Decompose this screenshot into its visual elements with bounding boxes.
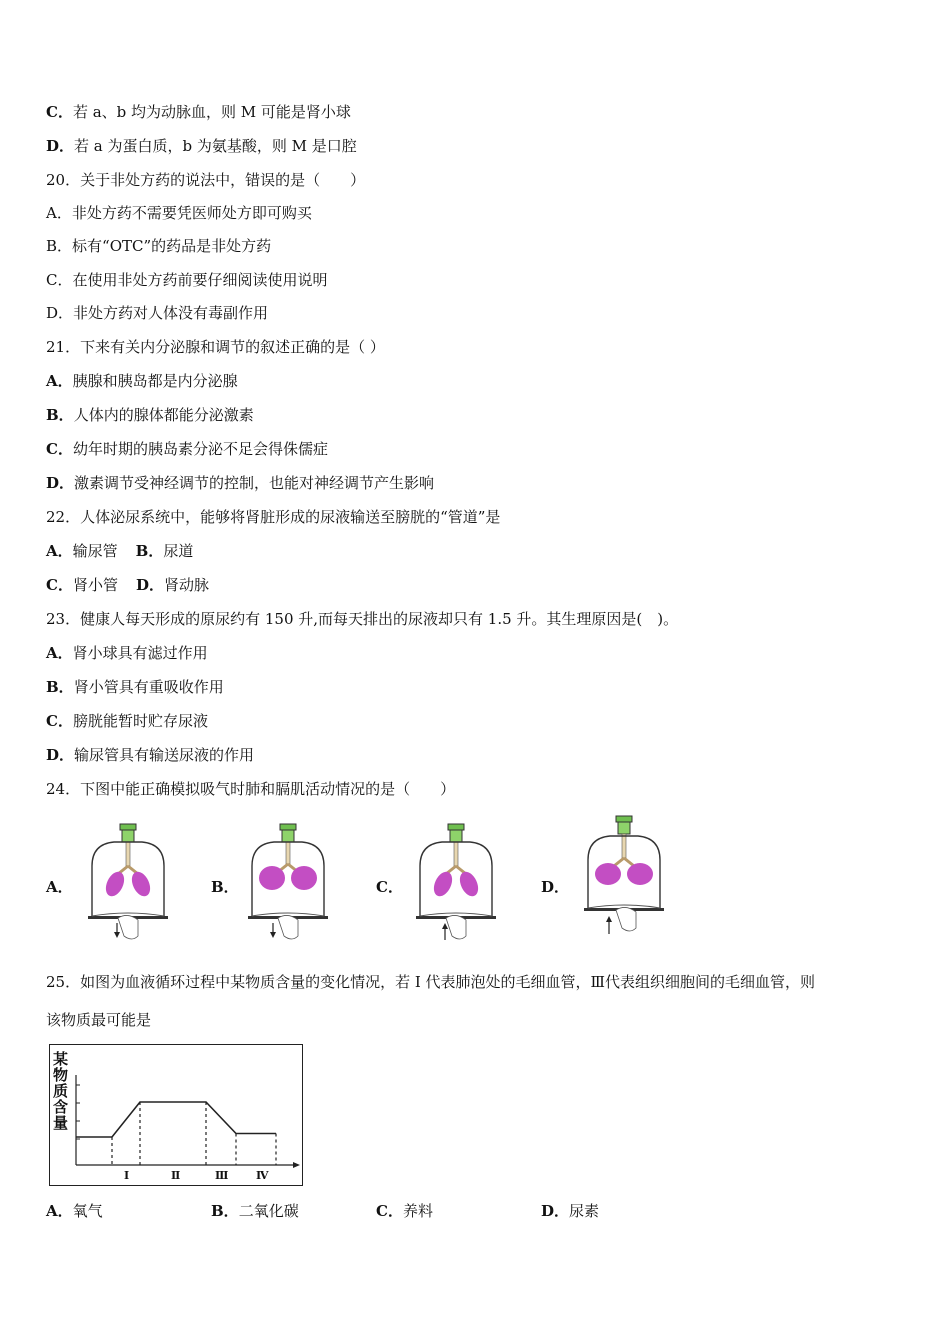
option-d-q23: D．输尿管具有输送尿液的作用: [46, 746, 255, 764]
question-25-line2: 该物质最可能是: [46, 1011, 152, 1029]
q25-option-d: D．尿素: [541, 1202, 600, 1220]
chart-plot: [50, 1045, 302, 1185]
option-b-q20: B．标有“OTC”的药品是非处方药: [46, 237, 272, 255]
fig-c-label: C．: [376, 878, 403, 896]
option-c-q19: C．若 a、b 均为动脉血，则 M 可能是肾小球: [46, 103, 351, 121]
bell-jar-figure-a: [84, 822, 174, 944]
question-23: 23．健康人每天形成的原尿约有 150 升,而每天排出的尿液却只有 1.5 升。其生理原因是( )。: [46, 610, 679, 628]
option-c-q23: C．膀胱能暂时贮存尿液: [46, 712, 208, 730]
q25-option-c: C．养料: [376, 1202, 433, 1220]
fig-d-label: D．: [541, 878, 570, 896]
options-cd-q22: C．肾小管 D．肾动脉: [46, 576, 209, 594]
option-a-q21: A．胰腺和胰岛都是内分泌腺: [46, 372, 238, 390]
bell-jar-figure-d: [580, 814, 670, 942]
option-c-q20: C．在使用非处方药前要仔细阅读使用说明: [46, 271, 328, 289]
option-b-q21: B．人体内的腺体都能分泌激素: [46, 406, 254, 424]
x-tick-label-1: Ⅰ: [124, 1169, 130, 1182]
option-d-q21: D．激素调节受神经调节的控制，也能对神经调节产生影响: [46, 474, 435, 492]
option-b-q23: B．肾小管具有重吸收作用: [46, 678, 224, 696]
chart-ylabel: 某物质含量: [53, 1050, 69, 1132]
fig-a-label: A．: [46, 878, 73, 896]
option-c-q21: C．幼年时期的胰岛素分泌不足会得侏儒症: [46, 440, 328, 458]
q25-option-a: A．氧气: [46, 1202, 103, 1220]
q25-option-b: B．二氧化碳: [211, 1202, 299, 1220]
x-tick-label-4: Ⅳ: [256, 1169, 269, 1182]
fig-b-label: B．: [211, 878, 239, 896]
options-ab-q22: A．输尿管 B．尿道: [46, 542, 194, 560]
x-tick-label-2: Ⅱ: [171, 1169, 181, 1182]
question-20: 20．关于非处方药的说法中，错误的是（ ）: [46, 171, 366, 189]
option-a-q23: A．肾小球具有滤过作用: [46, 644, 208, 662]
question-21: 21．下来有关内分泌腺和调节的叙述正确的是（ ）: [46, 338, 385, 356]
question-24: 24．下图中能正确模拟吸气时肺和膈肌活动情况的是（ ）: [46, 780, 456, 798]
bell-jar-figure-b: [244, 822, 334, 944]
option-d-q20: D．非处方药对人体没有毒副作用: [46, 304, 269, 322]
q25-chart: [49, 1044, 303, 1186]
option-a-q20: A．非处方药不需要凭医师处方即可购买: [46, 204, 312, 222]
x-axis-arrow: [293, 1162, 300, 1168]
x-tick-label-3: Ⅲ: [215, 1169, 229, 1182]
option-d-q19: D．若 a 为蛋白质，b 为氨基酸，则 M 是口腔: [46, 137, 357, 155]
bell-jar-figure-c: [412, 822, 502, 944]
series-line: [76, 1102, 276, 1137]
question-25-line1: 25．如图为血液循环过程中某物质含量的变化情况，若 I 代表肺泡处的毛细血管，Ⅲ代表组织细胞间的毛细血管，则: [46, 973, 816, 991]
question-22: 22．人体泌尿系统中，能够将肾脏形成的尿液输送至膀胱的“管道”是: [46, 508, 501, 526]
